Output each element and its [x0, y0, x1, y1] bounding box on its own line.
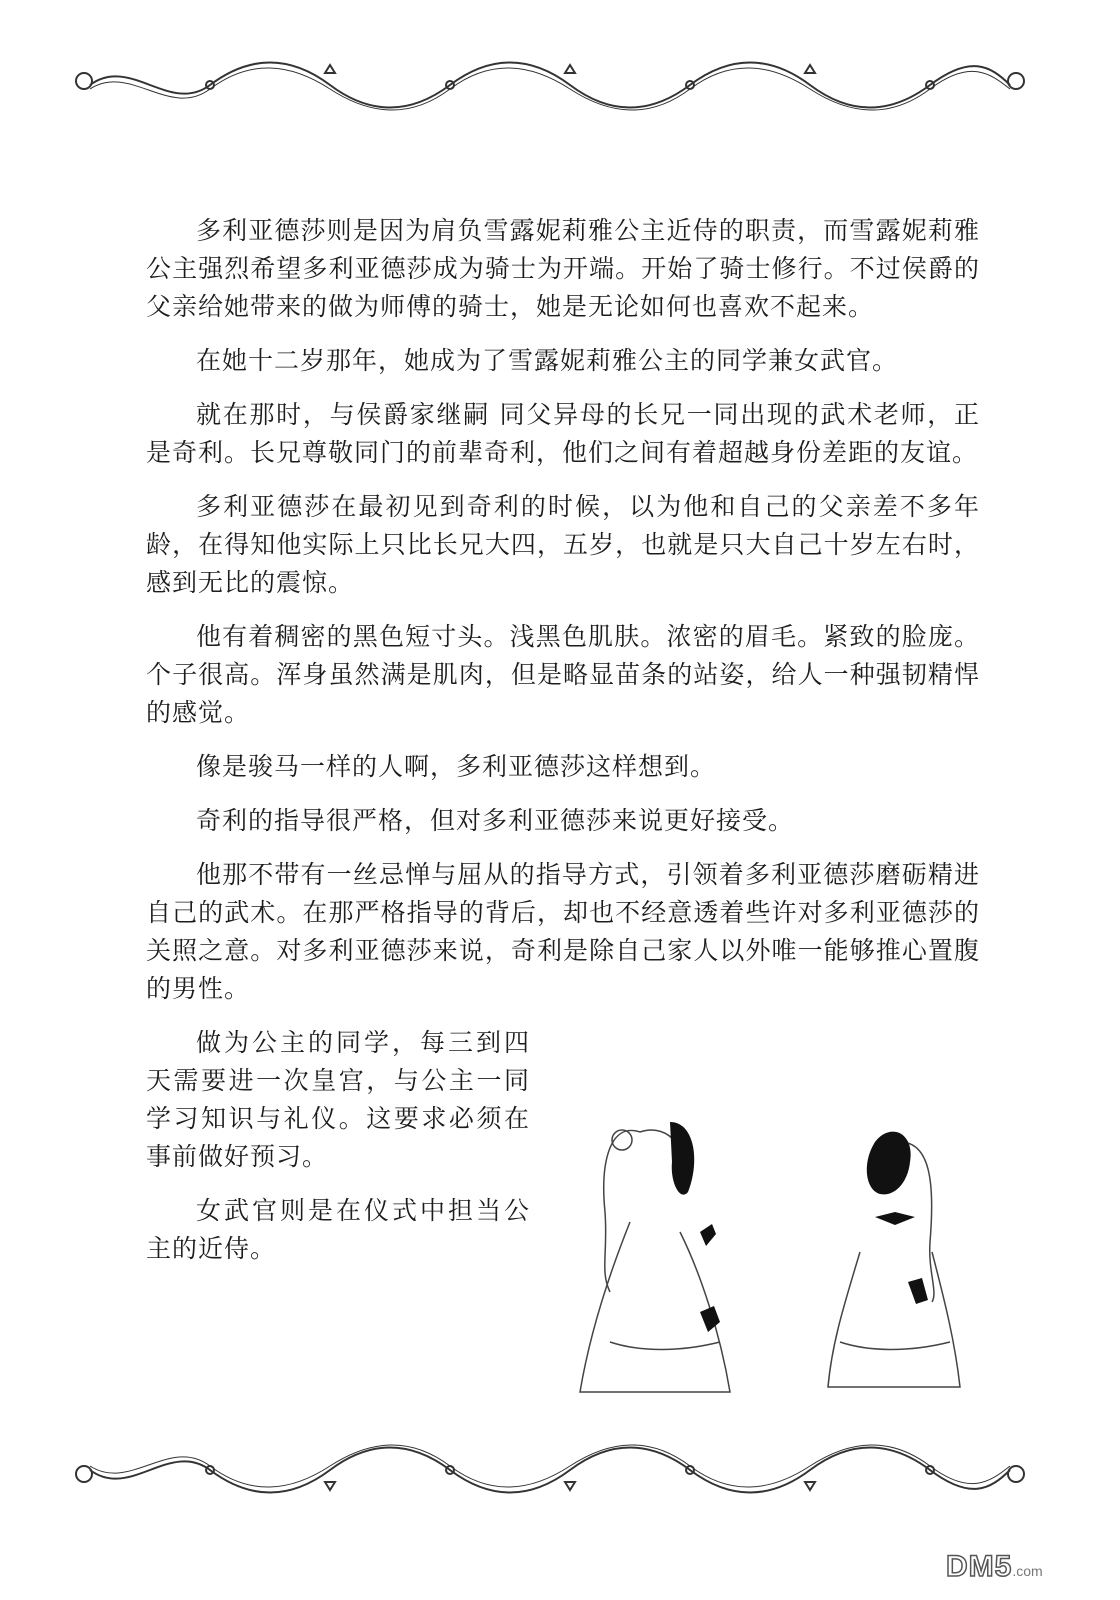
paragraph: 做为公主的同学，每三到四天需要进一次皇宫，与公主一同学习知识与礼仪。这要求必须在事前做好预习。 [146, 1028, 530, 1171]
paragraph: 就在那时，与侯爵家继嗣 同父异母的长兄一同出现的武术老师，正是奇利。长兄尊敬同门的前辈奇利，他们之间有着超越身份差距的友谊。 [146, 400, 980, 467]
paragraph: 多利亚德莎则是因为肩负雪露妮莉雅公主近侍的职责，而雪露妮莉雅公主强烈希望多利亚德莎成为骑士为开端。开始了骑士修行。不过侯爵的父亲给她带来的做为师傅的骑士，她是无论如何也喜欢不起来。 [146, 216, 980, 321]
paragraph: 女武官则是在仪式中担当公主的近侍。 [146, 1196, 530, 1263]
top-ornamental-border [70, 55, 1030, 115]
paragraph: 像是骏马一样的人啊，多利亚德莎这样想到。 [196, 752, 717, 781]
paragraph: 在她十二岁那年，她成为了雪露妮莉雅公主的同学兼女武官。 [196, 346, 899, 375]
watermark-domain: .com [1012, 1563, 1043, 1579]
bottom-ornamental-border [70, 1440, 1030, 1500]
two-girls-illustration [570, 1102, 990, 1402]
paragraph: 他有着稠密的黑色短寸头。浅黑色肌肤。浓密的眉毛。紧致的脸庞。个子很高。浑身虽然满是肌肉，但是略显苗条的站姿，给人一种强韧精悍的感觉。 [146, 622, 980, 727]
paragraph: 多利亚德莎在最初见到奇利的时候，以为他和自己的父亲差不多年龄，在得知他实际上只比长兄大四，五岁，也就是只大自己十岁左右时，感到无比的震惊。 [146, 492, 980, 597]
paragraph: 奇利的指导很严格，但对多利亚德莎来说更好接受。 [196, 806, 795, 835]
paragraph: 他那不带有一丝忌惮与屈从的指导方式，引领着多利亚德莎磨砺精进自己的武术。在那严格指导的背后，却也不经意透着些许对多利亚德莎的关照之意。对多利亚德莎来说，奇利是除自己家人以外唯一能够推心置腹的男性。 [146, 860, 980, 1003]
site-watermark [946, 1550, 1106, 1588]
watermark-logo: DM5 [946, 1550, 1013, 1583]
